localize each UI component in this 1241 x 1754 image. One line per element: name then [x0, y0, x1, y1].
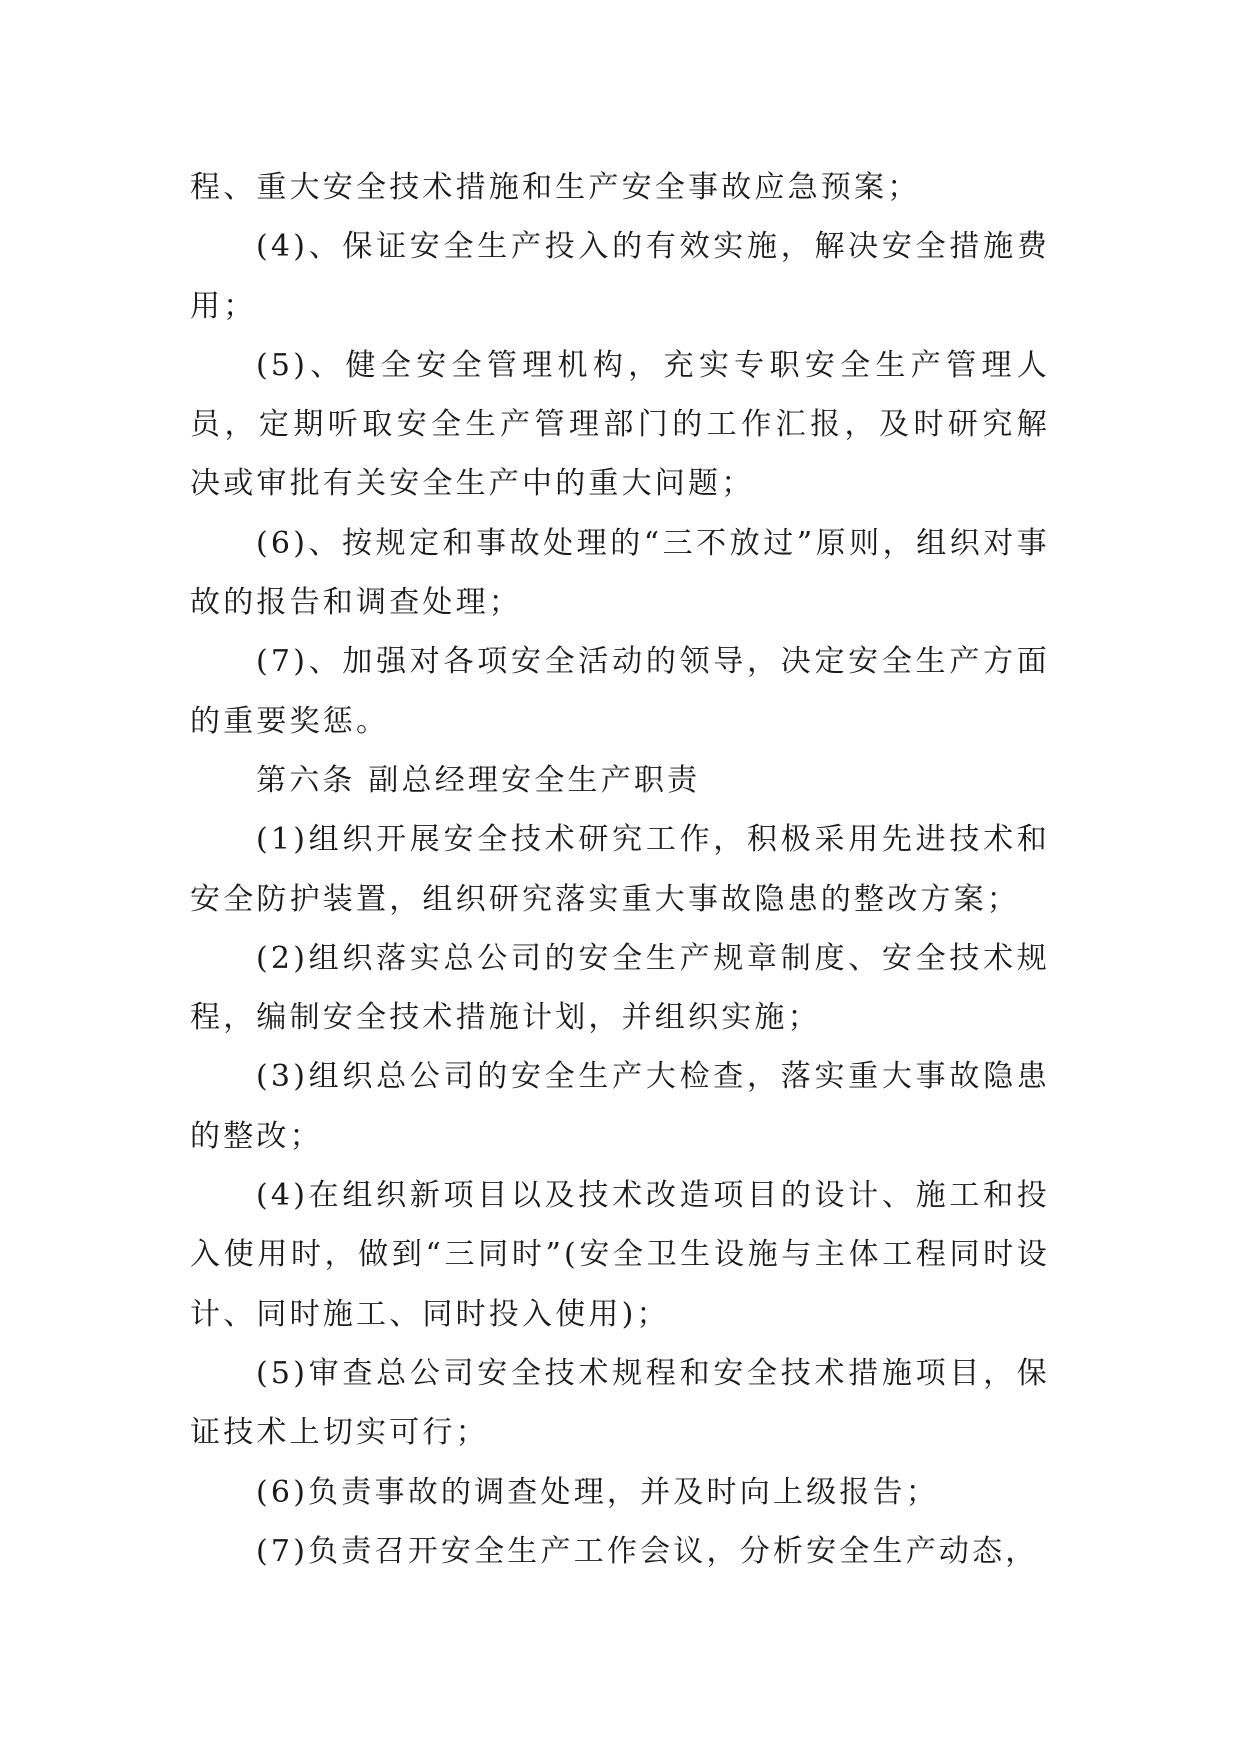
paragraph-duty-6: (6)负责事故的调查处理，并及时向上级报告； — [256, 1474, 939, 1510]
paragraph-duty-3: (3)组织总公司的安全生产大检查，落实重大事故隐患的整改； — [190, 1059, 1050, 1154]
paragraph-item-6-accident: (6)、按规定和事故处理的“三不放过”原则，组织对事故的报告和调查处理； — [190, 525, 1050, 621]
paragraph-duty-2: (2)组织落实总公司的安全生产规章制度、安全技术规程，编制安全技术措施计划，并组织实施； — [190, 940, 1050, 1036]
paragraph-duty-7: (7)负责召开安全生产工作会议，分析安全生产动态， — [256, 1533, 1039, 1569]
paragraph-duty-4: (4)在组织新项目以及技术改造项目的设计、施工和投入使用时，做到“三同时”(安全卫生设施与主体工程同时设计、同时施工、同时投入使用)； — [190, 1178, 1050, 1332]
paragraph-duty-1: (1)组织开展安全技术研究工作，积极采用先进技术和安全防护装置，组织研究落实重大事故隐患的整改方案； — [190, 822, 1050, 917]
paragraph-duty-5: (5)审查总公司安全技术规程和安全技术措施项目，保证技术上切实可行； — [190, 1355, 1050, 1451]
paragraph-item-4-investment: (4)、保证安全生产投入的有效实施，解决安全措施费用； — [190, 229, 1050, 324]
document-body — [190, 158, 1050, 1581]
paragraph-item-5-management: (5)、健全安全管理机构，充实专职安全生产管理人员，定期听取安全生产管理部门的工作汇报，及时研究解决或审批有关安全生产中的重大问题； — [190, 347, 1050, 502]
paragraph-continuation: 程、重大安全技术措施和生产安全事故应急预案； — [190, 170, 921, 205]
section-heading-article-6: 第六条 副总经理安全生产职责 — [256, 762, 701, 798]
paragraph-item-7-leadership: (7)、加强对各项安全活动的领导，决定安全生产方面的重要奖惩。 — [190, 644, 1050, 739]
